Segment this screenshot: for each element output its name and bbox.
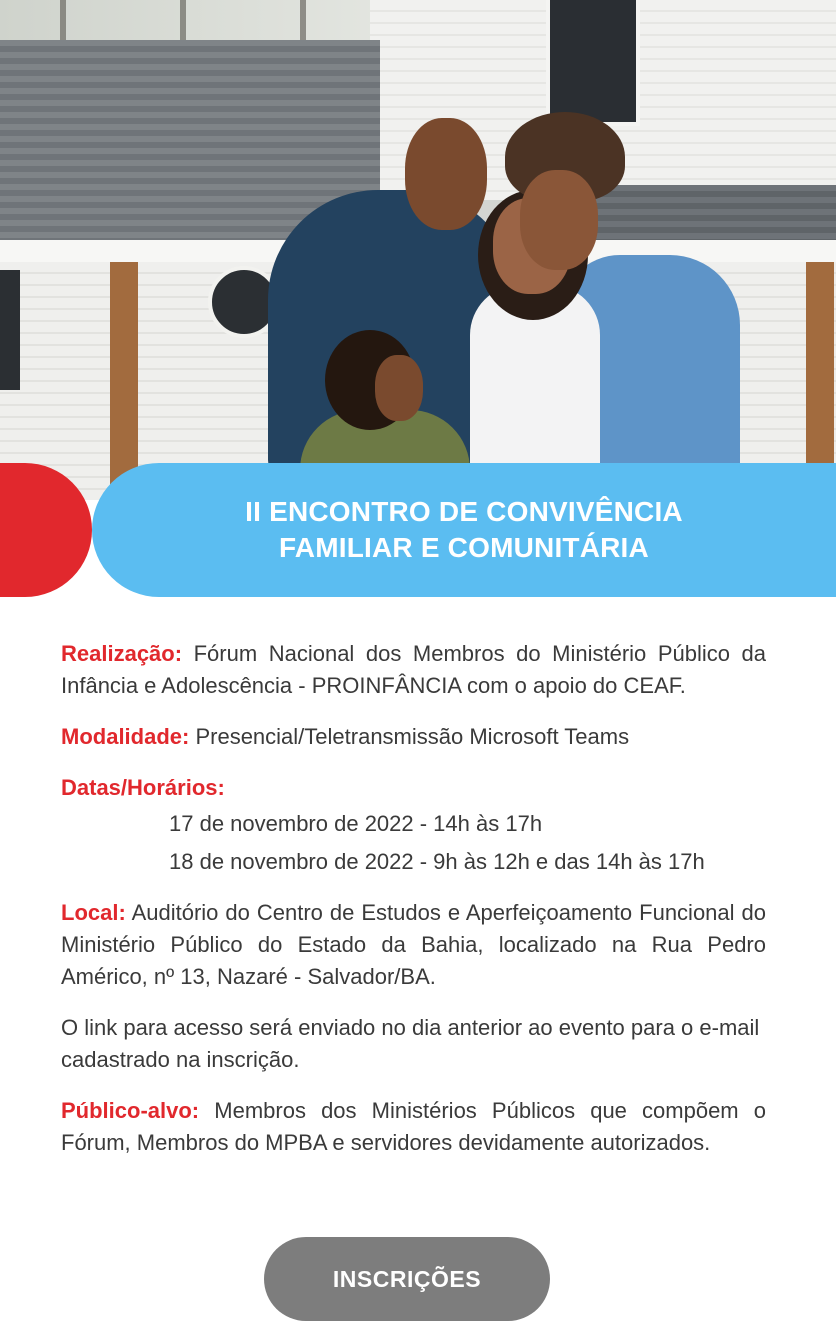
teen-head <box>520 170 598 270</box>
audience-label: Público-alvo: <box>61 1098 200 1123</box>
porch-pillar <box>110 262 138 500</box>
dates-section <box>61 772 766 878</box>
date-item: 18 de novembro de 2022 - 9h às 12h e das 14h às 17h <box>169 849 705 874</box>
hero-photo <box>0 0 836 500</box>
dates-label: Datas/Horários: <box>61 775 225 800</box>
modality-paragraph <box>61 721 766 753</box>
organizer-paragraph <box>61 638 766 702</box>
man-head <box>405 118 487 230</box>
modality-label: Modalidade: <box>61 724 190 749</box>
modality-text: Presencial/Teletransmissão Microsoft Teams <box>189 724 630 749</box>
audience-paragraph <box>61 1095 766 1159</box>
location-text: Auditório do Centro de Estudos e Aperfeiçoamento Funcional do Ministério Público do Estado da Bahia, localizado na Rua Pedro Américo, nº 13, Nazaré - Salvador/BA. <box>61 900 766 989</box>
house-window-left <box>0 270 20 390</box>
organizer-text: Fórum Nacional dos Membros do Ministério Público da Infância e Adolescência - PROINFÂNCIA com o apoio do CEAF. <box>61 641 766 698</box>
link-note: O link para acesso será enviado no dia anterior ao evento para o e-mail cadastrado na inscrição. <box>61 1015 760 1072</box>
event-title-line2: FAMILIAR E COMUNITÁRIA <box>279 532 649 563</box>
location-paragraph <box>61 897 766 993</box>
event-title <box>184 494 744 566</box>
title-banner <box>92 463 836 597</box>
event-title-line1: II ENCONTRO DE CONVIVÊNCIA <box>245 496 683 527</box>
location-label: Local: <box>61 900 126 925</box>
house-window <box>546 0 640 126</box>
child-face <box>375 355 423 421</box>
audience-text: Membros dos Ministérios Públicos que compõem o Fórum, Membros do MPBA e servidores devidamente autorizados. <box>61 1098 766 1155</box>
register-button[interactable]: INSCRIÇÕES <box>264 1237 550 1321</box>
date-item: 17 de novembro de 2022 - 14h às 17h <box>169 811 543 836</box>
event-details <box>61 638 766 1178</box>
organizer-label: Realização: <box>61 641 183 666</box>
